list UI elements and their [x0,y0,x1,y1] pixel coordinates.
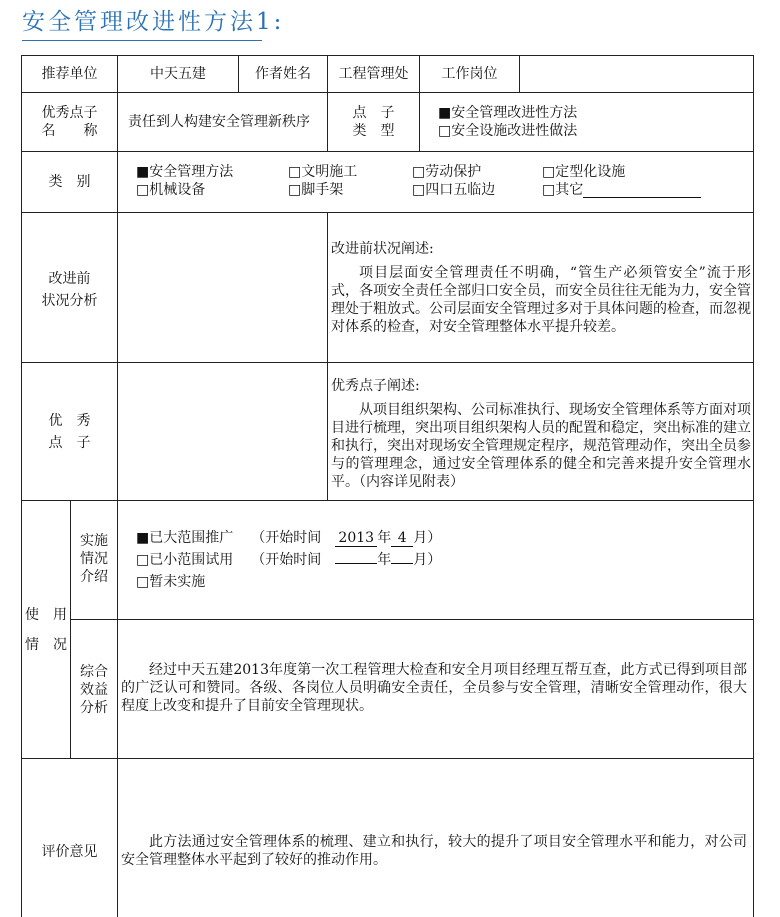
implementation-label-line3: 介绍 [80,569,108,585]
category-machinery: □机械设备 [136,182,206,198]
category-scaffold: □脚手架 [288,182,344,198]
excellent-idea-text: 从项目组织架构、公司标准执行、现场安全管理体系等方面对项目进行梳理，突出项目组织架构人员的配置和稳定，突出标准的建立和执行，突出对现场安全管理规定程序，规范管理动作，突出全员参与的管理理念，通过安全管理体系的健全和完善来提升安全管理水平。（内容详见附表） [331,402,751,490]
benefit-label-line1: 综合 [80,664,108,680]
impl-start-month-unit: 月） [413,530,442,546]
pre-improvement-heading: 改进前状况阐述: [331,241,434,257]
implementation-label-line2: 情况 [80,551,108,567]
idea-name-value: 责任到人构建安全管理新秩序 [128,114,310,130]
impl-option-small [136,551,441,569]
implementation-label-line1: 实施 [80,533,108,549]
recommend-unit-value: 中天五建 [150,66,206,82]
benefit-text: 经过中天五建2013年度第一次工程管理大检查和安全月项目经理互帮互查，此方式已得到项目部的广泛认可和赞同。各级、各岗位人员明确安全责任，全员参与安全管理，清晰安全管理动作，很大程度上改变和提升了目前安全管理现状。 [121,662,747,714]
idea-name-label-line2: 名 称 [41,123,98,139]
impl-small-year-unit: 年 [377,552,392,568]
impl-option-small-start: （开始时间 [251,552,322,568]
page-title: 安全管理改进性方法1: [22,9,285,35]
pre-improvement-text: 项目层面安全管理责任不明确，“管生产必须管安全”流于形式，各项安全责任全部归口安全员，而安全员往往无能为力，安全管理处于粗放式。公司层面安全管理过多对于具体问题的检查，而忽视对体系的检查，对安全管理整体水平提升较差。 [331,265,751,335]
category-other: □其它 [542,182,584,198]
benefit-label-line3: 分析 [80,700,108,716]
benefit-label-line2: 效益 [80,682,108,698]
category-labor-protection: □劳动保护 [412,164,482,180]
pre-improvement-label-line1: 改进前 [48,271,91,287]
evaluation-label: 评价意见 [41,844,98,860]
author-label: 作者姓名 [255,66,311,82]
category-standard-facility: □定型化设施 [542,164,626,180]
impl-start-year-unit: 年 [377,530,392,546]
impl-start-month: 4 [391,531,413,547]
pre-improvement-label [22,268,117,312]
excellent-idea-heading: 优秀点子阐述: [331,378,420,394]
impl-option-wide [136,529,441,547]
usage-label [22,600,70,660]
category-edge-protection: □四口五临边 [412,182,496,198]
category-civilized-construction: □文明施工 [288,164,358,180]
usage-label-line1: 使 用 [25,607,67,623]
category-safety-management: ■安全管理方法 [136,164,234,180]
type-option-management: ■安全管理改进性方法 [438,105,578,121]
implementation-label [71,532,117,586]
author-value: 工程管理处 [338,66,409,82]
idea-type-options [438,104,748,140]
impl-small-month-unit: 月） [413,552,442,568]
idea-type-label-line2: 类 型 [352,123,395,139]
impl-option-none: □暂未实施 [136,574,206,590]
recommend-unit-label: 推荐单位 [41,66,98,82]
impl-small-year-blank [335,563,377,564]
excellent-idea-label [22,410,117,454]
impl-small-month-blank [391,563,413,564]
impl-start-year: 2013 [335,531,377,547]
pre-improvement-label-line2: 状况分析 [41,293,98,309]
impl-option-wide-start: （开始时间 [251,530,322,546]
idea-name-label [22,104,117,140]
benefit-label [71,663,117,717]
position-label: 工作岗位 [441,66,498,82]
idea-type-label-line1: 点 子 [352,105,395,121]
excellent-idea-label-line2: 点 子 [48,435,91,451]
usage-label-line2: 情 况 [25,637,67,653]
type-option-facility: □安全设施改进性做法 [438,123,578,139]
impl-option-small-text: □已小范围试用 [136,552,234,568]
evaluation-text: 此方法通过安全管理体系的梳理、建立和执行，较大的提升了项目安全管理水平和能力，对公司安全管理整体水平起到了较好的推动作用。 [121,834,747,868]
excellent-idea-label-line1: 优 秀 [48,413,91,429]
category-label: 类 别 [48,174,91,190]
impl-option-wide-text: ■已大范围推广 [136,530,234,546]
idea-name-label-line1: 优秀点子 [41,105,98,121]
idea-type-label [328,104,419,140]
